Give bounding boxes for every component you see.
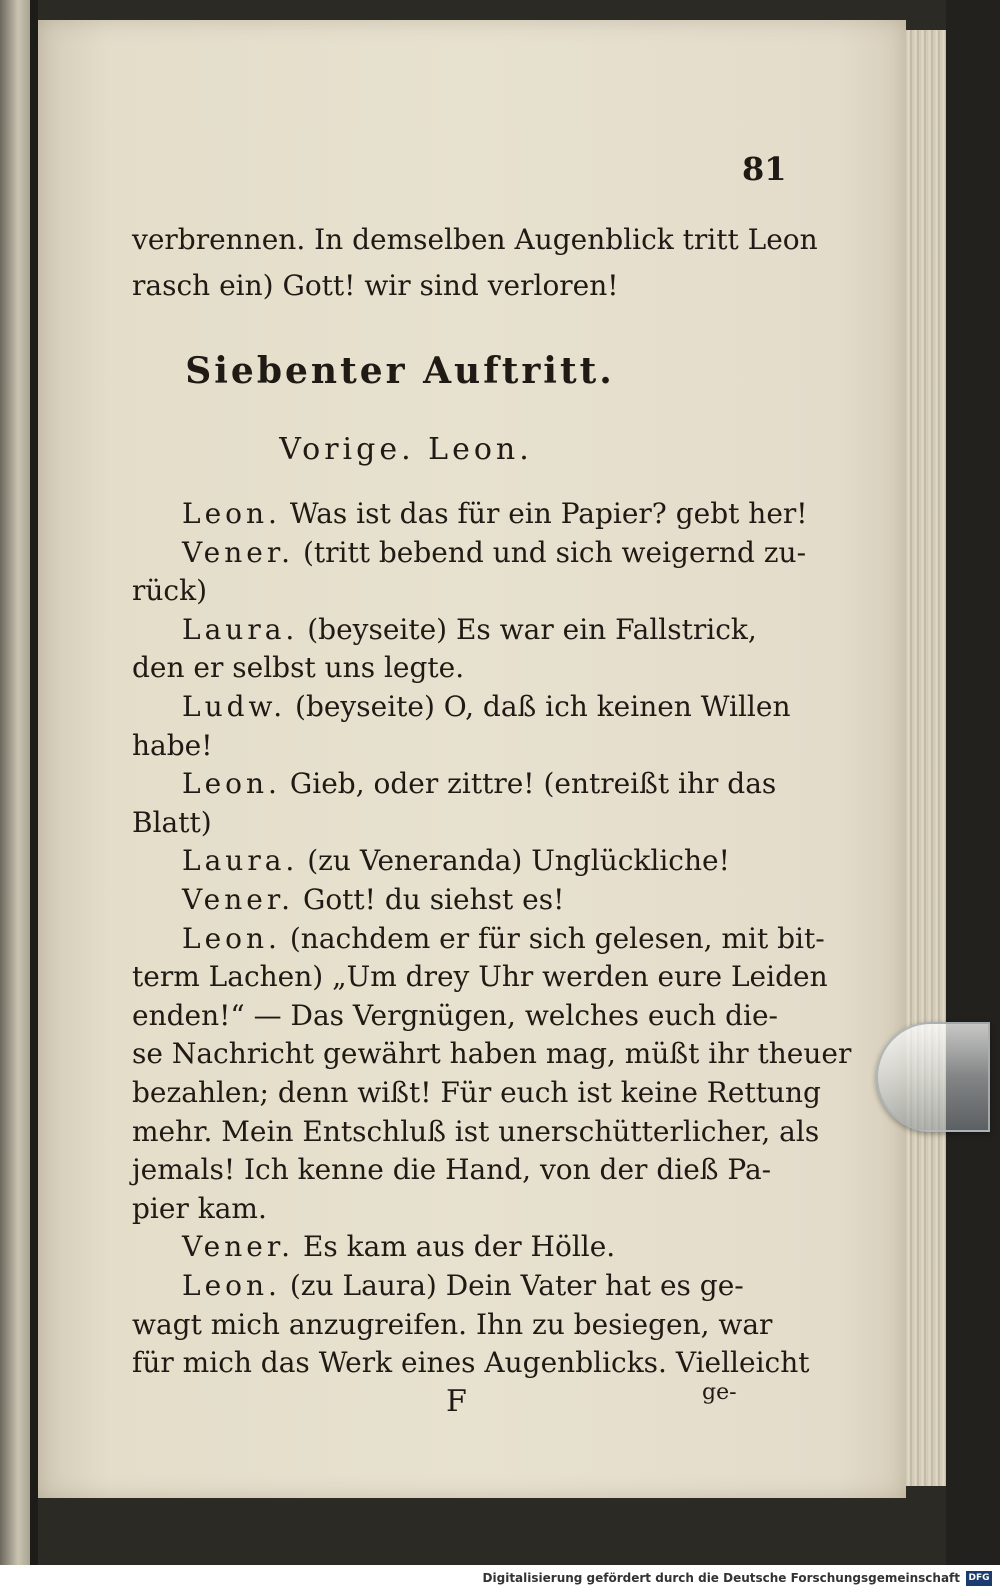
facing-page-edge: [0, 0, 30, 1565]
line-text: jemals! Ich kenne die Hand, von der dieß Pa-: [132, 1153, 772, 1187]
speaker-name: Leon.: [182, 497, 281, 530]
dialogue-line: [132, 1150, 771, 1190]
line-text: Es kam aus der Hölle.: [302, 1230, 616, 1264]
line-text: (tritt bebend und sich weigernd zu-: [302, 535, 807, 569]
dialogue-line: [132, 1034, 851, 1074]
speaker-name: Leon.: [182, 921, 281, 955]
intro-line: verbrennen. In demselben Augenblick tritt Leon: [132, 223, 818, 256]
line-text: wagt mich anzugreifen. Ihn zu besiegen, war: [132, 1307, 773, 1341]
dialogue-line: [132, 957, 828, 997]
dialogue-line: [132, 648, 464, 688]
dialogue-line: [182, 1266, 744, 1306]
line-text: rück): [132, 574, 207, 608]
speaker-name: Vener.: [182, 535, 295, 569]
line-text: Was ist das für ein Papier? gebt her!: [289, 497, 808, 530]
line-text: term Lachen) „Um drey Uhr werden eure Leiden: [132, 960, 828, 994]
dialogue-line: [182, 494, 808, 534]
dialogue-line: [182, 533, 806, 573]
scan-background: [946, 0, 1000, 1565]
speaker-name: Ludw.: [182, 690, 287, 723]
signature-mark: F: [446, 1384, 467, 1419]
dialogue-line: [182, 610, 757, 650]
speaker-name: Leon.: [182, 767, 281, 801]
page-stack-edges: [906, 30, 946, 1486]
dialogue-line: [132, 1343, 810, 1383]
intro-line: rasch ein) Gott! wir sind verloren!: [132, 269, 619, 302]
line-text: enden!“ — Das Vergnügen, welches euch die-: [132, 998, 779, 1032]
dialogue-line: [132, 1305, 772, 1345]
line-text: (beyseite) O, daß ich keinen Willen: [295, 690, 791, 723]
dialogue-line: [132, 1189, 267, 1229]
line-text: bezahlen; denn wißt! Für euch ist keine Rettung: [132, 1076, 821, 1109]
dialogue-line: [182, 764, 776, 804]
dialogue-line: [182, 880, 564, 920]
dialogue-line: [182, 687, 790, 727]
catchword: ge-: [702, 1380, 737, 1405]
line-text: (beyseite) Es war ein Fallstrick,: [307, 612, 757, 646]
line-text: Blatt): [132, 805, 212, 839]
dialogue-line: [132, 1073, 821, 1113]
line-text: Gieb, oder zittre! (entreißt ihr das: [289, 767, 777, 801]
dialogue-line: [182, 841, 730, 881]
line-text: (zu Laura) Dein Vater hat es ge-: [289, 1269, 744, 1302]
line-text: den er selbst uns legte.: [132, 651, 465, 685]
footer-bar: [0, 1565, 1000, 1594]
page-clip: [876, 1022, 990, 1132]
line-text: (nachdem er für sich gelesen, mit bit-: [289, 921, 825, 955]
dialogue-line: [132, 803, 212, 843]
line-text: se Nachricht gewährt haben mag, müßt ihr theuer: [132, 1037, 852, 1071]
footer-credit: Digitalisierung gefördert durch die Deutsche Forschungsgemeinschaft: [482, 1571, 960, 1585]
line-text: mehr. Mein Entschluß ist unerschütterlicher, als: [132, 1114, 820, 1148]
dialogue-line: [182, 919, 825, 959]
speaker-name: Leon.: [182, 1269, 281, 1302]
dialogue-line: [132, 996, 778, 1036]
speaker-name: Vener.: [182, 883, 295, 916]
line-text: (zu Veneranda) Unglückliche!: [307, 844, 730, 878]
dialogue-line: [132, 726, 212, 766]
book-gutter: [30, 0, 38, 1565]
scene-characters: Vorige. Leon.: [279, 432, 533, 467]
speaker-name: Vener.: [182, 1230, 295, 1264]
line-text: Gott! du siehst es!: [302, 883, 565, 916]
scene-heading: Siebenter Auftritt.: [185, 350, 615, 392]
page-number: 81: [742, 150, 787, 188]
dfg-logo: DFG: [966, 1571, 992, 1586]
dialogue-line: [182, 1227, 615, 1267]
dialogue-line: [132, 1112, 819, 1152]
dialogue-line: [132, 571, 207, 611]
line-text: für mich das Werk eines Augenblicks. Vielleicht: [132, 1346, 810, 1380]
line-text: habe!: [132, 728, 213, 762]
line-text: pier kam.: [132, 1191, 267, 1225]
speaker-name: Laura.: [182, 844, 299, 878]
speaker-name: Laura.: [182, 612, 299, 646]
